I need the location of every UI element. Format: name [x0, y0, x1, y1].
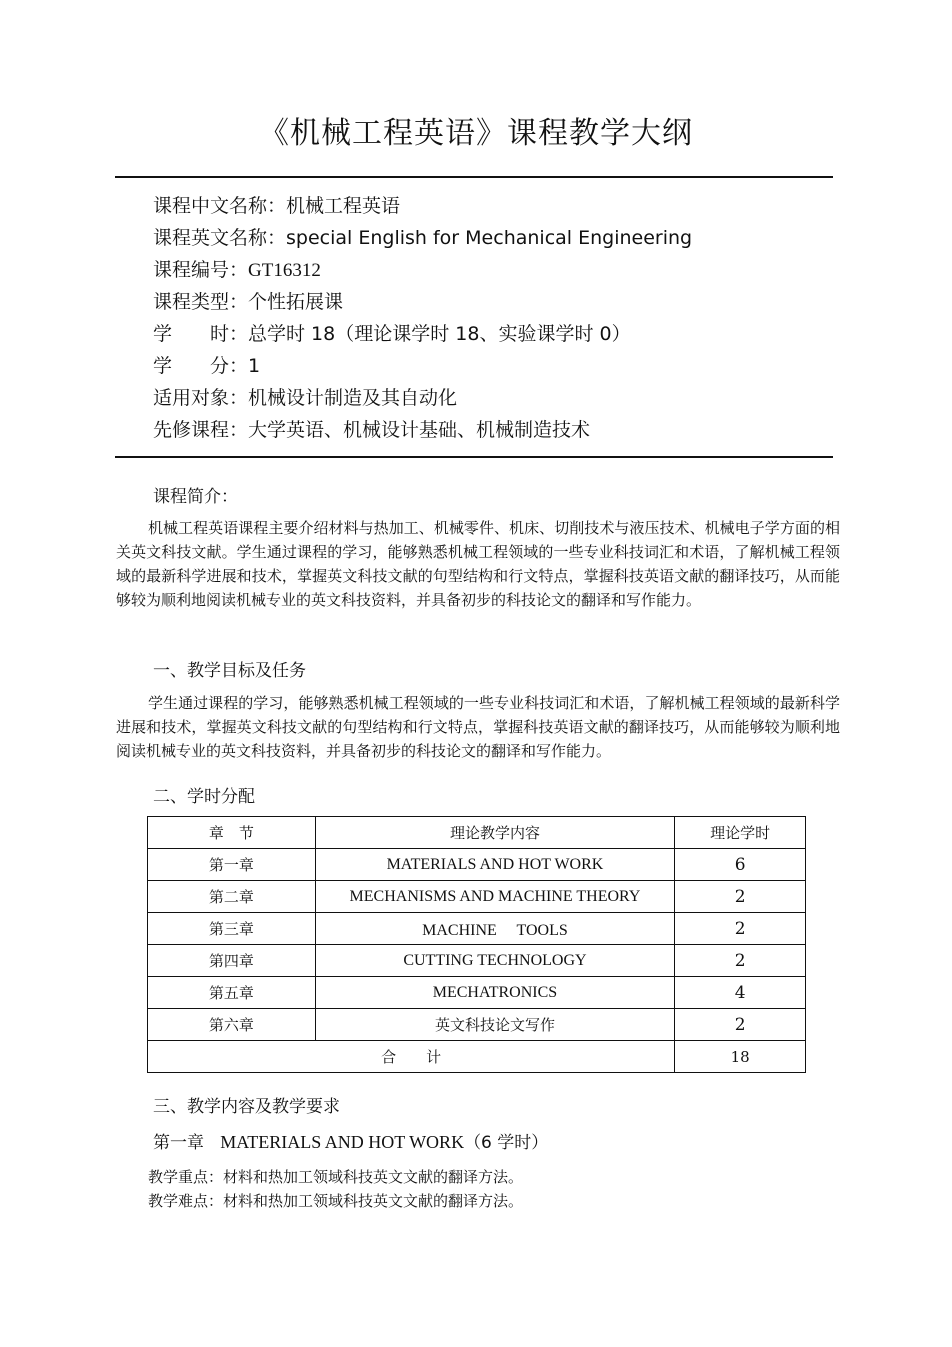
- info-credits: 学 分：1: [153, 355, 261, 377]
- table-row: [148, 1009, 806, 1041]
- chapter1-label: 第一章: [153, 1133, 204, 1153]
- info-prerequisites: 先修课程：大学英语、机械设计基础、机械制造技术: [153, 419, 591, 441]
- section2-heading: 二、学时分配: [153, 787, 255, 807]
- table-row: [148, 945, 806, 977]
- info-audience: 适用对象：机械设计制造及其自动化: [153, 387, 458, 409]
- info-course-code: 课程编号：GT16312: [153, 259, 321, 281]
- table-cell-chapter: 第二章: [148, 881, 316, 913]
- table-cell-content: MECHATRONICS: [315, 977, 675, 1009]
- table-total-label: 合 计: [148, 1041, 675, 1073]
- section1-heading: 一、教学目标及任务: [153, 661, 306, 681]
- course-info: [153, 190, 692, 446]
- intro-paragraph: 机械工程英语课程主要介绍材料与热加工、机械零件、机床、切削技术与液压技术、机械电子学方面的相关英文科技文献。学生通过课程的学习，能够熟悉机械工程领域的一些专业科技词汇和术语，了解机械工程领域的最新科学进展和技术，掌握英文科技文献的句型结构和行文特点，掌握科技英语文献的翻译技巧，从而能够较为顺利地阅读机械专业的英文科技资料，并具备初步的科技论文的翻译和写作能力。: [116, 519, 840, 609]
- info-chinese-name: 课程中文名称：机械工程英语: [153, 195, 401, 217]
- header-chapter: 章 节: [148, 817, 316, 849]
- section3-heading: 三、教学内容及教学要求: [153, 1097, 340, 1117]
- table-row: [148, 913, 806, 945]
- table-cell-content: MATERIALS AND HOT WORK: [315, 849, 675, 881]
- table-cell-content: 英文科技论文写作: [315, 1009, 675, 1041]
- chapter1-title: [153, 1128, 548, 1153]
- table-row: [148, 977, 806, 1009]
- chapter1-key-point: 教学重点：材料和热加工领域科技英文文献的翻译方法。: [148, 1168, 524, 1186]
- table-cell-hours: 6: [675, 849, 806, 881]
- table-cell-hours: 2: [675, 881, 806, 913]
- table-cell-content: MECHANISMS AND MACHINE THEORY: [315, 881, 675, 913]
- table-cell-chapter: 第一章: [148, 849, 316, 881]
- chapter1-difficult-point: 教学难点：材料和热加工领域科技英文文献的翻译方法。: [148, 1192, 524, 1210]
- table-cell-content: CUTTING TECHNOLOGY: [315, 945, 675, 977]
- table-cell-hours: 2: [675, 913, 806, 945]
- table-total-row: [148, 1041, 806, 1073]
- table-cell-chapter: 第三章: [148, 913, 316, 945]
- table-cell-chapter: 第四章: [148, 945, 316, 977]
- page-title: 《机械工程英语》课程教学大纲: [259, 116, 693, 151]
- info-hours: 学 时：总学时 18（理论课学时 18、实验课学时 0）: [153, 323, 631, 345]
- table-cell-chapter: 第六章: [148, 1009, 316, 1041]
- info-course-type: 课程类型：个性拓展课: [153, 291, 344, 313]
- bottom-divider: [115, 456, 833, 458]
- top-divider: [115, 176, 833, 178]
- chapter1-hours: （6 学时）: [464, 1133, 549, 1153]
- table-row: [148, 849, 806, 881]
- intro-heading: 课程简介：: [153, 487, 238, 507]
- table-cell-hours: 2: [675, 945, 806, 977]
- table-row: [148, 881, 806, 913]
- table-header-row: [148, 817, 806, 849]
- section1-paragraph: 学生通过课程的学习，能够熟悉机械工程领域的一些专业科技词汇和术语，了解机械工程领域的最新科学进展和技术，掌握英文科技文献的句型结构和行文特点，掌握科技英语文献的翻译技巧，从而能够较为顺利地阅读机械专业的英文科技资料，并具备初步的科技论文的翻译和写作能力。: [116, 694, 840, 760]
- table-cell-chapter: 第五章: [148, 977, 316, 1009]
- table-cell-hours: 4: [675, 977, 806, 1009]
- header-hours: 理论学时: [675, 817, 806, 849]
- header-content: 理论教学内容: [315, 817, 675, 849]
- table-cell-content: MACHINE TOOLS: [315, 913, 675, 945]
- table-cell-hours: 2: [675, 1009, 806, 1041]
- table-total-value: 18: [675, 1041, 806, 1073]
- info-english-name: 课程英文名称：special English for Mechanical Engineering: [153, 227, 693, 249]
- hours-table: [147, 816, 806, 1073]
- chapter1-english-title: MATERIALS AND HOT WORK: [220, 1132, 465, 1152]
